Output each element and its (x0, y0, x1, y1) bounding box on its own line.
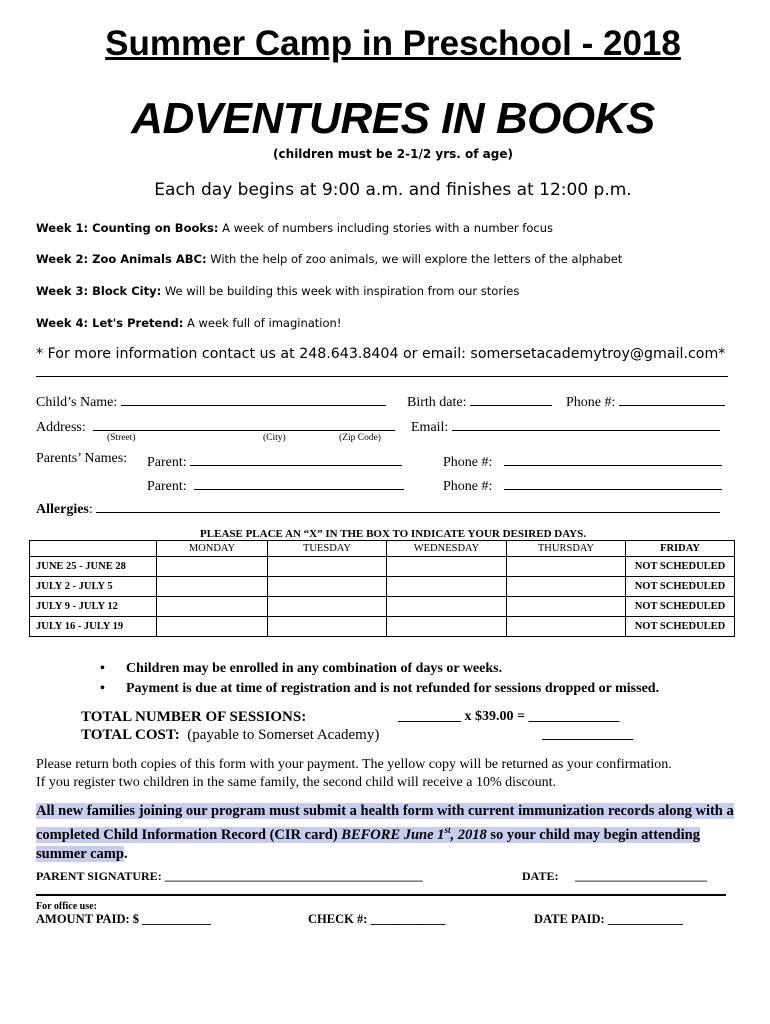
office-use-label: For office use: (36, 901, 97, 912)
allergies-field[interactable] (36, 498, 720, 518)
age-requirement: (children must be 2-1/2 yrs. of age) (273, 147, 513, 161)
parent-1-phone-blank[interactable] (504, 451, 722, 466)
return-note-line: Please return both copies of this form with your payment. The yellow copy will be returned as your confirmation. (36, 757, 672, 772)
city-hint: (City) (263, 433, 286, 443)
list-item: • Children may be enrolled in any combination of days or weeks. (100, 659, 659, 679)
table-row (30, 577, 735, 597)
day-checkbox[interactable] (507, 597, 626, 617)
day-checkbox[interactable] (157, 557, 268, 577)
week-label: Week 2: Zoo Animals ABC: (36, 252, 207, 266)
parent-label: Parent: (147, 479, 187, 494)
birth-date-label: Birth date: (407, 395, 467, 410)
not-scheduled-cell: NOT SCHEDULED (626, 617, 735, 637)
health-notice-highlight (36, 803, 734, 862)
parent-1-blank[interactable] (190, 451, 402, 466)
total-cost-blank[interactable]: _____________ (542, 727, 633, 742)
table-row (30, 617, 735, 637)
birth-date-blank[interactable] (470, 391, 552, 406)
parent-2-phone-field[interactable] (443, 475, 722, 495)
not-scheduled-cell: NOT SCHEDULED (626, 597, 735, 617)
phone-label: Phone #: (566, 395, 616, 410)
date-paid-field[interactable]: DATE PAID: ____________ (534, 912, 683, 926)
enrollment-notes (100, 659, 659, 699)
divider (36, 376, 728, 377)
not-scheduled-cell: NOT SCHEDULED (626, 577, 735, 597)
phone-blank[interactable] (619, 391, 725, 406)
tuesday-header: TUESDAY (268, 541, 387, 557)
wednesday-header: WEDNESDAY (387, 541, 507, 557)
table-row (30, 557, 735, 577)
thursday-header: THURSDAY (507, 541, 626, 557)
day-checkbox[interactable] (268, 577, 387, 597)
address-blank[interactable] (93, 416, 395, 431)
week-cell: JULY 16 - JULY 19 (30, 617, 157, 637)
date-blank[interactable]: ______________________ (575, 869, 707, 883)
day-checkbox[interactable] (507, 557, 626, 577)
health-notice (36, 802, 736, 864)
health-notice-text-end: so your child may begin attending summer camp (36, 826, 700, 862)
allergies-colon: : (88, 502, 93, 517)
amount-paid-field[interactable]: AMOUNT PAID: $ ___________ (36, 912, 211, 926)
street-hint: (Street) (107, 433, 136, 443)
day-checkbox[interactable] (387, 597, 507, 617)
schedule-table (29, 540, 735, 637)
daily-schedule: Each day begins at 9:00 a.m. and finishes at 12:00 p.m. (154, 180, 632, 200)
parent-1-phone-field[interactable] (443, 451, 722, 471)
list-item: • Payment is due at time of registration and is not refunded for sessions dropped or missed. (100, 679, 659, 699)
parent-2-phone-blank[interactable] (504, 475, 722, 490)
week-description: With the help of zoo animals, we will explore the letters of the alphabet (206, 252, 623, 266)
day-checkbox[interactable] (268, 557, 387, 577)
week-cell: JULY 2 - JULY 5 (30, 577, 157, 597)
monday-header: MONDAY (157, 541, 268, 557)
day-checkbox[interactable] (268, 617, 387, 637)
day-checkbox[interactable] (268, 597, 387, 617)
day-checkbox[interactable] (507, 617, 626, 637)
week-label: Week 3: Block City: (36, 284, 162, 298)
date-label: DATE: (522, 869, 559, 883)
deadline-year: , 2018 (450, 826, 487, 843)
day-checkbox[interactable] (507, 577, 626, 597)
address-label: Address: (36, 420, 86, 435)
week-description: We will be building this week with inspiration from our stories (161, 284, 520, 298)
parent-label: Parent: (147, 455, 187, 470)
email-label: Email: (411, 420, 449, 435)
parent-signature-field[interactable]: PARENT SIGNATURE: ___________________________________________ (36, 869, 423, 883)
week-column-header (30, 541, 157, 557)
week-item (36, 316, 341, 330)
not-scheduled-cell: NOT SCHEDULED (626, 557, 735, 577)
week-cell: JULY 9 - JULY 12 (30, 597, 157, 617)
divider (36, 894, 726, 896)
child-name-field[interactable] (36, 391, 386, 411)
phone-field[interactable] (566, 391, 725, 411)
week-description: A week of numbers including stories with a number focus (218, 221, 553, 235)
sessions-label: TOTAL NUMBER OF SESSIONS: (81, 709, 307, 725)
return-note-line: If you register two children in the same family, the second child will receive a 10% discount. (36, 775, 557, 790)
parent-1-field[interactable] (147, 451, 402, 471)
deadline-text (341, 827, 486, 843)
total-cost-row (81, 727, 379, 744)
birth-date-field[interactable] (407, 391, 552, 411)
check-number-field[interactable]: CHECK #: ____________ (308, 912, 446, 926)
week-cell: JUNE 25 - JUNE 28 (30, 557, 157, 577)
total-cost-note: (payable to Somerset Academy) (187, 727, 380, 743)
child-name-label: Child’s Name: (36, 395, 118, 410)
page-title: Summer Camp in Preschool - 2018 (105, 24, 681, 63)
phone-label: Phone #: (443, 455, 493, 470)
schedule-instruction: PLEASE PLACE AN “X” IN THE BOX TO INDICATE YOUR DESIRED DAYS. (200, 528, 586, 540)
contact-info: * For more information contact us at 248.643.8404 or email: somersetacademytroy@gmail.com* (36, 346, 726, 362)
email-blank[interactable] (452, 416, 720, 431)
phone-label: Phone #: (443, 479, 493, 494)
day-checkbox[interactable] (387, 617, 507, 637)
day-checkbox[interactable] (387, 577, 507, 597)
parents-names-label: Parents’ Names: (36, 451, 128, 466)
table-header-row (30, 541, 735, 557)
child-name-blank[interactable] (121, 391, 386, 406)
week-item (36, 252, 622, 266)
zip-hint: (Zip Code) (339, 433, 381, 443)
total-cost-label: TOTAL COST: (81, 727, 180, 743)
table-row (30, 597, 735, 617)
day-checkbox[interactable] (157, 597, 268, 617)
allergies-blank[interactable] (96, 498, 720, 513)
day-checkbox[interactable] (387, 557, 507, 577)
parent-2-blank[interactable] (194, 475, 404, 490)
week-label: Week 1: Counting on Books: (36, 221, 219, 235)
friday-header: FRIDAY (626, 541, 735, 557)
sessions-calculation[interactable]: _________ x $39.00 = _____________ (398, 709, 620, 724)
health-notice-period: . (123, 845, 128, 862)
email-field[interactable] (411, 416, 720, 436)
health-notice-text: All new families joining our program must submit a health form with current immunization records along with a completed Child Information Record (CIR card) (36, 803, 734, 843)
week-item (36, 284, 519, 298)
day-checkbox[interactable] (157, 577, 268, 597)
week-description: A week full of imagination! (183, 316, 342, 330)
allergies-label: Allergies (36, 502, 89, 517)
deadline-ordinal: st (444, 825, 451, 835)
program-headline: ADVENTURES IN BOOKS (131, 94, 655, 143)
parent-2-field[interactable] (147, 475, 404, 495)
week-item (36, 221, 553, 235)
week-label: Week 4: Let's Pretend: (36, 316, 184, 330)
deadline-date: BEFORE June 1 (341, 826, 445, 843)
day-checkbox[interactable] (157, 617, 268, 637)
